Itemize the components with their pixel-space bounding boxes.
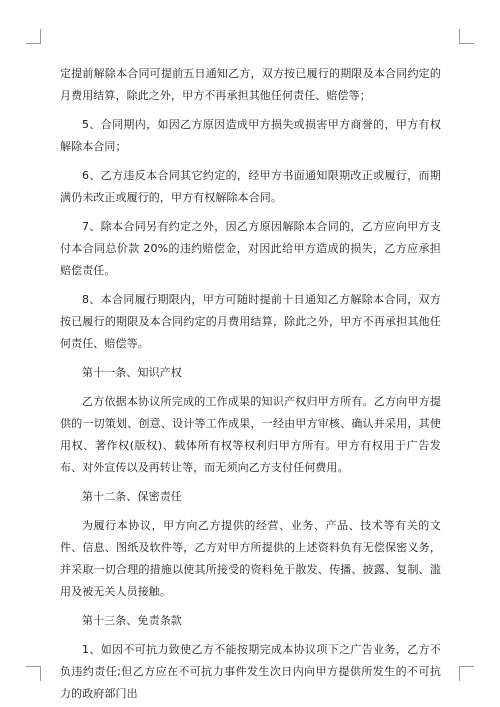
paragraph-confidentiality: 为履行本协议，甲方向乙方提供的经营、业务、产品、技术等有关的文件、信息、图纸及软件等，乙方对甲方所提供的上述资料负有无偿保密义务，并采取一切合理的措施以使其所接受的资料免于散发、传播、披露、复制、滥用及被无关人员接触。 (60, 519, 441, 598)
crop-mark-top-left (26, 29, 41, 44)
paragraph-clause-5: 5、合同期内，如因乙方原因造成甲方损失或损害甲方商誉的，甲方有权解除本合同； (60, 118, 441, 153)
paragraph-clause-7: 7、除本合同另有约定之外，因乙方原因解除本合同的，乙方应向甲方支付本合同总价款 20%的违约赔偿金，对因此给甲方造成的损失，乙方应承担赔偿责任。 (60, 220, 441, 277)
section-heading-confidentiality: 第十二条、保密责任 (82, 490, 182, 503)
crop-mark-bottom-right (459, 666, 474, 681)
paragraph-ip: 乙方依据本协议所完成的工作成果的知识产权归甲方所有。乙方向甲方提供的一切策划、创意、设计等工作成果，一经由甲方审核、确认并采用，其使用权、著作权(版权)、载体所有权等权利归甲方所有。甲方有权用于广告发布、对外宣传以及再转让等，而无须向乙方支付任何费用。 (60, 395, 441, 474)
section-heading-exemption: 第十三条、免责条款 (82, 614, 182, 627)
crop-mark-top-right (459, 29, 474, 44)
paragraph-exemption-1: 1、如因不可抗力致使乙方不能按期完成本协议项下之广告业务，乙方不负违约责任;但乙方应在不可抗力事件发生次日内向甲方提供所发生的不可抗力的政府部门出 (60, 643, 441, 700)
paragraph-continuation: 定提前解除本合同可提前五日通知乙方，双方按已履行的期限及本合同约定的月费用结算，除此之外，甲方不再承担其他任何责任、赔偿等； (60, 67, 441, 102)
section-heading-ip: 第十一条、知识产权 (82, 366, 182, 379)
paragraph-clause-8: 8、本合同履行期限内，甲方可随时提前十日通知乙方解除本合同，双方按已履行的期限及本合同约定的月费用结算，除此之外，甲方不再承担其他任何责任、赔偿等。 (60, 293, 441, 350)
paragraph-clause-6: 6、乙方违反本合同其它约定的，经甲方书面通知限期改正或履行，而期满仍未改正或履行的，甲方有权解除本合同。 (60, 169, 441, 204)
document-body (60, 63, 441, 705)
crop-mark-bottom-left (26, 666, 41, 681)
